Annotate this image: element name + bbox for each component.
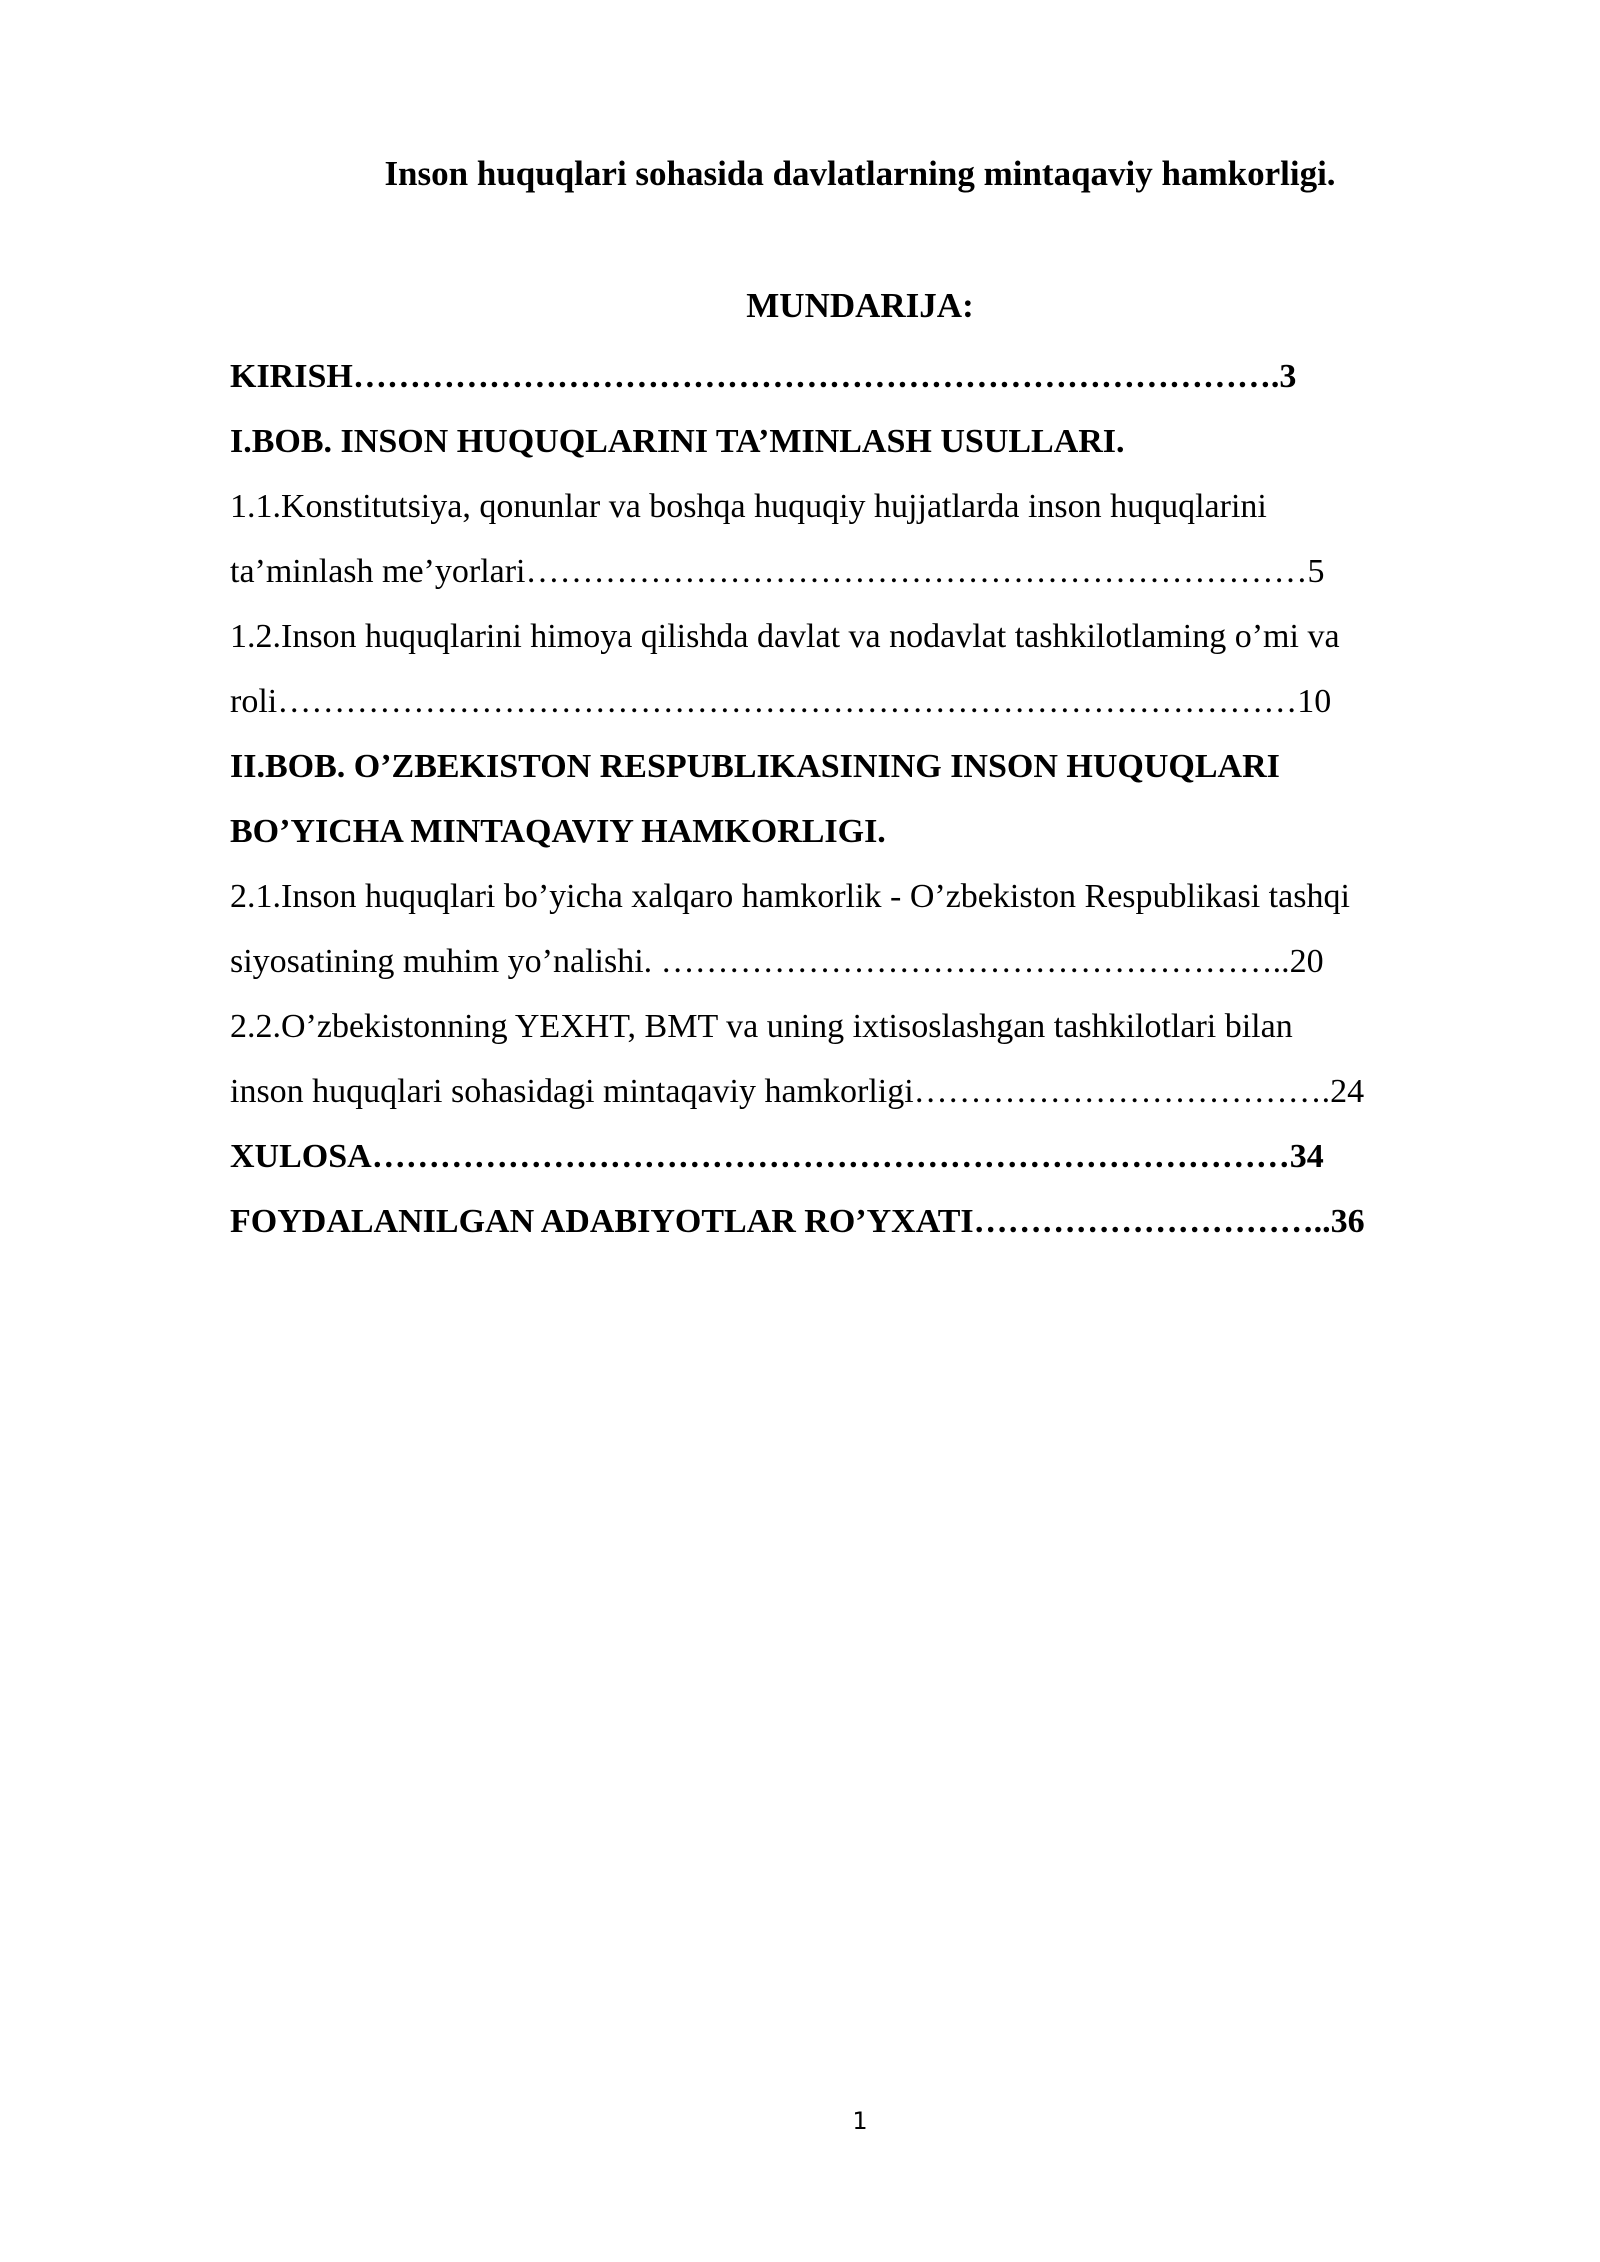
- toc-section-1-1: 1.1.Konstitutsiya, qonunlar va boshqa huquqiy hujjatlarda inson huquqlarini: [230, 488, 1267, 525]
- toc-section-2-1: 2.1.Inson huquqlari bo’yicha xalqaro hamkorlik - O’zbekiston Respublikasi tashqi: [230, 878, 1350, 915]
- toc-chapter-2: II.BOB. O’ZBEKISTON RESPUBLIKASINING INSON HUQUQLARI: [230, 748, 1280, 785]
- toc-section-2-2: 2.2.O’zbekistonning YEXHT, BMT va uning ixtisoslashgan tashkilotlari bilan: [230, 1008, 1293, 1045]
- document-title: Inson huquqlari sohasida davlatlarning mintaqaviy hamkorligi.: [384, 154, 1336, 193]
- toc-heading: MUNDARIJA:: [746, 286, 974, 325]
- toc-chapter-2-continued: BO’YICHA MINTAQAVIY HAMKORLIGI.: [230, 813, 886, 850]
- toc-entry-kirish: KIRISH……………………………………………………………………….3: [230, 358, 1297, 395]
- toc-entry-bibliography: FOYDALANILGAN ADABIYOTLAR RO’YXATI…………………………..36: [230, 1203, 1365, 1240]
- toc-chapter-1: I.BOB. INSON HUQUQLARINI TA’MINLASH USULLARI.: [230, 423, 1125, 460]
- table-of-contents: [230, 344, 1495, 1254]
- page-number: 1: [852, 2107, 868, 2135]
- toc-section-2-1-continued: siyosatining muhim yo’nalishi. ………………………………………………..20: [230, 943, 1324, 980]
- toc-section-1-2: 1.2.Inson huquqlarini himoya qilishda davlat va nodavlat tashkilotlaming o’mi va: [230, 618, 1340, 655]
- toc-entry-xulosa: XULOSA………………………………………………………………………34: [230, 1138, 1324, 1175]
- toc-section-1-2-continued: roli………………………………………………………………………………10: [230, 683, 1332, 720]
- toc-section-1-1-continued: ta’minlash me’yorlari……………………………………………………………5: [230, 553, 1325, 590]
- toc-section-2-2-continued: inson huquqlari sohasidagi mintaqaviy hamkorligi……………………………….24: [230, 1073, 1365, 1110]
